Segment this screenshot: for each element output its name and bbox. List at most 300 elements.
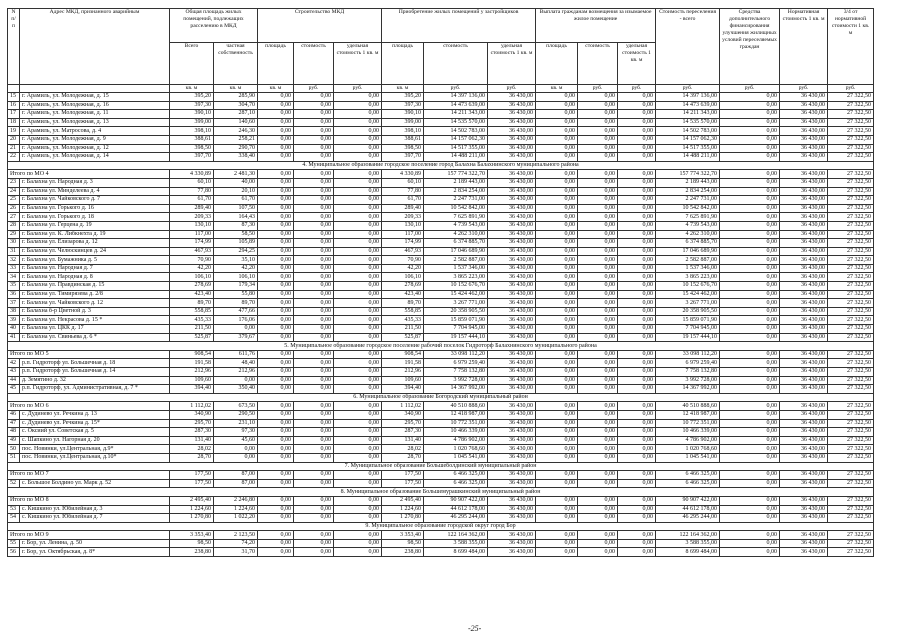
cell-b-area: 0,00 [258, 264, 294, 273]
cell-b-unit: 0,00 [334, 118, 382, 127]
cell-a-cost: 14 397 136,00 [424, 93, 488, 102]
cell-total: 340,90 [170, 410, 214, 419]
cell-b-cost: 0,00 [294, 273, 334, 282]
cell-b-cost: 0,00 [294, 247, 334, 256]
cell-a-unit: 36 430,00 [488, 471, 536, 480]
address-cell: г. Бор, ул. Ленина, д. 50 [20, 539, 170, 548]
cell-p-area: 0,00 [536, 419, 578, 428]
cell-private: 673,50 [214, 402, 258, 411]
cell-p-cost: 0,00 [578, 204, 618, 213]
cell-b-cost: 0,00 [294, 187, 334, 196]
cell-norm: 36 430,00 [780, 350, 828, 359]
cell-extra: 0,00 [720, 230, 780, 239]
cell-a-unit: 36 430,00 [488, 247, 536, 256]
cell-tq: 27 322,50 [828, 230, 874, 239]
cell-b-area: 0,00 [258, 471, 294, 480]
cell-p-unit: 0,00 [618, 239, 656, 248]
cell-b-cost: 0,00 [294, 213, 334, 222]
cell-tq: 27 322,50 [828, 264, 874, 273]
cell-b-unit: 0,00 [334, 419, 382, 428]
cell-p-area: 0,00 [536, 479, 578, 488]
cell-a-unit: 36 430,00 [488, 402, 536, 411]
address-cell: г. Балахна ул. Минделеева д. 4 [20, 187, 170, 196]
cell-b-unit: 0,00 [334, 453, 382, 462]
cell-a-cost: 14 535 570,00 [424, 118, 488, 127]
resettlement-table [7, 8, 874, 557]
cell-b-cost: 0,00 [294, 204, 334, 213]
cell-p-unit: 0,00 [618, 93, 656, 102]
unit-label: руб. [780, 85, 828, 93]
cell-p-unit: 0,00 [618, 170, 656, 179]
cell-a-unit: 36 430,00 [488, 514, 536, 523]
address-cell: с. Дудинево ул. Речкина д. 13 [20, 410, 170, 419]
cell-b-unit: 0,00 [334, 101, 382, 110]
cell-reloc: 4 786 902,00 [656, 436, 720, 445]
cell-reloc: 4 262 310,00 [656, 230, 720, 239]
table-body [8, 93, 874, 557]
address-cell: г. Арамиль, ул. Молодежная, д. 13 [20, 118, 170, 127]
row-number: 50 [8, 445, 20, 454]
cell-b-unit: 0,00 [334, 187, 382, 196]
section-heading-row [8, 462, 874, 471]
cell-a-area: 89,70 [382, 299, 424, 308]
cell-b-area: 0,00 [258, 419, 294, 428]
cell-b-cost: 0,00 [294, 496, 334, 505]
cell-total: 109,60 [170, 376, 214, 385]
cell-b-cost: 0,00 [294, 428, 334, 437]
row-number: 23 [8, 178, 20, 187]
cell-extra: 0,00 [720, 101, 780, 110]
cell-total: 106,10 [170, 273, 214, 282]
cell-total: 398,50 [170, 144, 214, 153]
table-row [8, 264, 874, 273]
cell-private: 231,10 [214, 419, 258, 428]
cell-reloc: 8 699 484,00 [656, 548, 720, 557]
cell-extra: 0,00 [720, 221, 780, 230]
address-cell: с. Шапкино ул. Нагорная д. 20 [20, 436, 170, 445]
cell-p-cost: 0,00 [578, 170, 618, 179]
cell-p-area: 0,00 [536, 213, 578, 222]
table-row [8, 196, 874, 205]
section-heading-row [8, 522, 874, 531]
cell-private: 45,60 [214, 436, 258, 445]
cell-reloc: 2 834 254,00 [656, 187, 720, 196]
cell-total: 1 224,60 [170, 505, 214, 514]
cell-norm: 36 430,00 [780, 110, 828, 119]
cell-a-unit: 36 430,00 [488, 221, 536, 230]
cell-a-area: 109,60 [382, 376, 424, 385]
cell-norm: 36 430,00 [780, 471, 828, 480]
cell-b-unit: 0,00 [334, 282, 382, 291]
address-cell: р.п. Гидроторф, ул. Административная, д. 7 * [20, 385, 170, 394]
cell-tq: 27 322,50 [828, 548, 874, 557]
cell-a-area: 1 224,60 [382, 505, 424, 514]
address-cell: с. Оксиий ул. Советская д. 5 [20, 428, 170, 437]
cell-b-area: 0,00 [258, 359, 294, 368]
cell-p-unit: 0,00 [618, 273, 656, 282]
cell-private: 89,70 [214, 299, 258, 308]
row-number: 20 [8, 135, 20, 144]
cell-reloc: 7 758 132,80 [656, 368, 720, 377]
cell-private: 212,96 [214, 368, 258, 377]
subtotal-label: Итого по МО 8 [8, 496, 170, 505]
cell-p-cost: 0,00 [578, 239, 618, 248]
cell-total: 394,40 [170, 385, 214, 394]
address-cell: г. Балахна ул. Бумажника д. 5 [20, 256, 170, 265]
cell-b-unit: 0,00 [334, 290, 382, 299]
cell-a-cost: 33 098 112,20 [424, 350, 488, 359]
header-acquire-unit: удельная стоимость 1 кв. м [488, 43, 536, 85]
row-number: 56 [8, 548, 20, 557]
cell-norm: 36 430,00 [780, 436, 828, 445]
cell-b-unit: 0,00 [334, 402, 382, 411]
cell-a-cost: 90 907 422,00 [424, 496, 488, 505]
cell-private: 105,89 [214, 239, 258, 248]
cell-p-unit: 0,00 [618, 325, 656, 334]
cell-total: 278,69 [170, 282, 214, 291]
table-row [8, 230, 874, 239]
address-cell: с. Кишкино ул. Юбилейная д. 7 [20, 514, 170, 523]
cell-total: 130,10 [170, 221, 214, 230]
cell-a-area: 1 270,80 [382, 514, 424, 523]
cell-p-cost: 0,00 [578, 127, 618, 136]
table-row [8, 239, 874, 248]
header-n: N п/п [8, 9, 20, 85]
cell-a-cost: 2 247 731,00 [424, 196, 488, 205]
section-heading: 6. Муниципальное образование Богородский муниципальный район [8, 393, 874, 402]
cell-a-cost: 4 739 543,00 [424, 221, 488, 230]
cell-p-unit: 0,00 [618, 385, 656, 394]
address-cell: г. Арамиль, ул. Молодежная, д. 15 [20, 93, 170, 102]
cell-p-unit: 0,00 [618, 539, 656, 548]
cell-p-area: 0,00 [536, 548, 578, 557]
cell-extra: 0,00 [720, 110, 780, 119]
unit-label: руб. [424, 85, 488, 93]
cell-tq: 27 322,50 [828, 282, 874, 291]
cell-p-cost: 0,00 [578, 471, 618, 480]
cell-b-cost: 0,00 [294, 196, 334, 205]
cell-b-area: 0,00 [258, 144, 294, 153]
cell-tq: 27 322,50 [828, 170, 874, 179]
cell-extra: 0,00 [720, 264, 780, 273]
unit-label: руб. [720, 85, 780, 93]
cell-p-unit: 0,00 [618, 196, 656, 205]
cell-b-cost: 0,00 [294, 170, 334, 179]
cell-norm: 36 430,00 [780, 496, 828, 505]
cell-reloc: 157 774 322,70 [656, 170, 720, 179]
cell-b-cost: 0,00 [294, 282, 334, 291]
cell-a-cost: 14 157 062,30 [424, 135, 488, 144]
cell-tq: 27 322,50 [828, 436, 874, 445]
cell-b-cost: 0,00 [294, 514, 334, 523]
cell-private: 176,06 [214, 316, 258, 325]
section-heading: 5. Муниципальное образование городское поселение рабочий поселок Гидроторф Балахнинского муниципального района [8, 342, 874, 351]
cell-p-cost: 0,00 [578, 196, 618, 205]
cell-reloc: 40 510 888,60 [656, 402, 720, 411]
cell-private: 40,00 [214, 178, 258, 187]
cell-a-area: 177,50 [382, 471, 424, 480]
cell-b-area: 0,00 [258, 333, 294, 342]
cell-tq: 27 322,50 [828, 196, 874, 205]
cell-a-cost: 8 699 484,00 [424, 548, 488, 557]
cell-extra: 0,00 [720, 539, 780, 548]
cell-p-area: 0,00 [536, 282, 578, 291]
cell-p-area: 0,00 [536, 204, 578, 213]
cell-b-cost: 0,00 [294, 230, 334, 239]
cell-b-unit: 0,00 [334, 135, 382, 144]
cell-p-area: 0,00 [536, 101, 578, 110]
cell-private: 0,00 [214, 445, 258, 454]
cell-a-unit: 36 430,00 [488, 290, 536, 299]
cell-tq: 27 322,50 [828, 368, 874, 377]
cell-a-unit: 36 430,00 [488, 101, 536, 110]
cell-b-cost: 0,00 [294, 359, 334, 368]
cell-b-cost: 0,00 [294, 402, 334, 411]
table-row [8, 376, 874, 385]
cell-b-area: 0,00 [258, 316, 294, 325]
row-number: 16 [8, 101, 20, 110]
cell-extra: 0,00 [720, 548, 780, 557]
header-build-group: Строительство МКД [258, 9, 382, 43]
cell-b-unit: 0,00 [334, 273, 382, 282]
table-row [8, 93, 874, 102]
cell-reloc: 10 466 339,00 [656, 428, 720, 437]
cell-p-cost: 0,00 [578, 359, 618, 368]
table-header [8, 9, 874, 93]
address-cell: д. Земятино д. 32 [20, 376, 170, 385]
cell-private: 2 481,30 [214, 170, 258, 179]
cell-tq: 27 322,50 [828, 376, 874, 385]
header-build-unit: удельная стоимость 1 кв. м [334, 43, 382, 85]
cell-a-unit: 36 430,00 [488, 376, 536, 385]
address-cell: с. Дудинево ул. Речкина д. 15* [20, 419, 170, 428]
cell-reloc: 14 367 992,00 [656, 385, 720, 394]
address-cell: г. Балахна ул. ЦКК д. 17 [20, 325, 170, 334]
cell-a-cost: 7 625 891,90 [424, 213, 488, 222]
cell-tq: 27 322,50 [828, 402, 874, 411]
cell-a-unit: 36 430,00 [488, 350, 536, 359]
cell-a-unit: 36 430,00 [488, 548, 536, 557]
cell-norm: 36 430,00 [780, 127, 828, 136]
cell-p-cost: 0,00 [578, 376, 618, 385]
cell-a-unit: 36 430,00 [488, 539, 536, 548]
subtotal-label: Итого по МО 5 [8, 350, 170, 359]
cell-p-cost: 0,00 [578, 101, 618, 110]
cell-b-area: 0,00 [258, 479, 294, 488]
cell-reloc: 6 466 325,00 [656, 471, 720, 480]
cell-extra: 0,00 [720, 479, 780, 488]
cell-private: 164,43 [214, 213, 258, 222]
cell-a-unit: 36 430,00 [488, 93, 536, 102]
cell-p-area: 0,00 [536, 325, 578, 334]
cell-b-area: 0,00 [258, 273, 294, 282]
cell-extra: 0,00 [720, 531, 780, 540]
cell-a-cost: 46 295 244,00 [424, 514, 488, 523]
cell-b-area: 0,00 [258, 230, 294, 239]
cell-b-unit: 0,00 [334, 471, 382, 480]
cell-b-cost: 0,00 [294, 153, 334, 162]
cell-extra: 0,00 [720, 290, 780, 299]
table-row [8, 187, 874, 196]
cell-b-area: 0,00 [258, 290, 294, 299]
cell-total: 212,96 [170, 368, 214, 377]
cell-a-area: 61,70 [382, 196, 424, 205]
table-row [8, 153, 874, 162]
cell-reloc: 3 588 355,00 [656, 539, 720, 548]
cell-reloc: 46 295 244,00 [656, 514, 720, 523]
cell-norm: 36 430,00 [780, 118, 828, 127]
cell-extra: 0,00 [720, 376, 780, 385]
cell-b-area: 0,00 [258, 514, 294, 523]
address-cell: г. Балахна ул. Народная д. 3 [20, 178, 170, 187]
cell-norm: 36 430,00 [780, 178, 828, 187]
cell-b-area: 0,00 [258, 213, 294, 222]
cell-p-area: 0,00 [536, 402, 578, 411]
cell-b-area: 0,00 [258, 127, 294, 136]
cell-p-area: 0,00 [536, 221, 578, 230]
cell-b-cost: 0,00 [294, 453, 334, 462]
cell-p-area: 0,00 [536, 239, 578, 248]
subtotal-label: Итого по МО 4 [8, 170, 170, 179]
cell-a-cost: 14 502 783,00 [424, 127, 488, 136]
cell-p-cost: 0,00 [578, 419, 618, 428]
subtotal-row [8, 402, 874, 411]
cell-a-unit: 36 430,00 [488, 333, 536, 342]
cell-p-unit: 0,00 [618, 479, 656, 488]
table-row [8, 479, 874, 488]
cell-total: 117,00 [170, 230, 214, 239]
cell-a-cost: 10 152 676,70 [424, 282, 488, 291]
cell-extra: 0,00 [720, 471, 780, 480]
section-heading: 9. Муниципальное образование городской округ город Бор [8, 522, 874, 531]
cell-norm: 36 430,00 [780, 230, 828, 239]
cell-b-cost: 0,00 [294, 385, 334, 394]
cell-b-unit: 0,00 [334, 196, 382, 205]
cell-b-area: 0,00 [258, 178, 294, 187]
cell-a-unit: 36 430,00 [488, 453, 536, 462]
table-row [8, 127, 874, 136]
cell-p-area: 0,00 [536, 256, 578, 265]
cell-b-unit: 0,00 [334, 299, 382, 308]
row-number: 52 [8, 479, 20, 488]
cell-p-unit: 0,00 [618, 118, 656, 127]
cell-tq: 27 322,50 [828, 101, 874, 110]
cell-b-cost: 0,00 [294, 316, 334, 325]
cell-p-cost: 0,00 [578, 531, 618, 540]
cell-a-cost: 15 424 462,00 [424, 290, 488, 299]
cell-private: 74,20 [214, 539, 258, 548]
cell-total: 174,99 [170, 239, 214, 248]
cell-tq: 27 322,50 [828, 471, 874, 480]
cell-p-area: 0,00 [536, 505, 578, 514]
cell-p-unit: 0,00 [618, 204, 656, 213]
cell-b-unit: 0,00 [334, 178, 382, 187]
cell-a-area: 70,90 [382, 256, 424, 265]
cell-extra: 0,00 [720, 445, 780, 454]
cell-b-unit: 0,00 [334, 376, 382, 385]
cell-reloc: 10 152 676,70 [656, 282, 720, 291]
cell-p-cost: 0,00 [578, 410, 618, 419]
cell-total: 98,50 [170, 539, 214, 548]
cell-a-area: 390,10 [382, 110, 424, 119]
cell-p-area: 0,00 [536, 428, 578, 437]
cell-p-area: 0,00 [536, 531, 578, 540]
cell-a-area: 77,80 [382, 187, 424, 196]
cell-tq: 27 322,50 [828, 479, 874, 488]
cell-reloc: 15 424 462,00 [656, 290, 720, 299]
cell-p-unit: 0,00 [618, 110, 656, 119]
cell-p-unit: 0,00 [618, 153, 656, 162]
cell-total: 42,20 [170, 264, 214, 273]
cell-a-unit: 36 430,00 [488, 496, 536, 505]
row-number: 51 [8, 453, 20, 462]
cell-tq: 27 322,50 [828, 187, 874, 196]
cell-a-area: 1 112,02 [382, 402, 424, 411]
cell-private: 87,30 [214, 221, 258, 230]
subtotal-label: Итого по МО 6 [8, 402, 170, 411]
cell-norm: 36 430,00 [780, 282, 828, 291]
address-cell: г. Балахна ул. Тимирязева д. 2/8 [20, 290, 170, 299]
header-pay-unit: удельная стоимость 1 кв. м [618, 43, 656, 85]
cell-norm: 36 430,00 [780, 273, 828, 282]
table-row [8, 282, 874, 291]
table-row [8, 419, 874, 428]
table-row [8, 110, 874, 119]
cell-private: 0,00 [214, 376, 258, 385]
table-row [8, 144, 874, 153]
address-cell: г. Арамиль, ул. Молодежная, д. 12 [20, 144, 170, 153]
cell-p-area: 0,00 [536, 153, 578, 162]
cell-b-area: 0,00 [258, 376, 294, 385]
cell-a-cost: 3 267 771,00 [424, 299, 488, 308]
cell-total: 61,70 [170, 196, 214, 205]
cell-b-cost: 0,00 [294, 127, 334, 136]
cell-a-area: 28,70 [382, 453, 424, 462]
cell-norm: 36 430,00 [780, 299, 828, 308]
cell-total: 435,33 [170, 316, 214, 325]
cell-norm: 36 430,00 [780, 368, 828, 377]
row-number: 55 [8, 539, 20, 548]
row-number: 45 [8, 385, 20, 394]
cell-b-cost: 0,00 [294, 101, 334, 110]
cell-p-unit: 0,00 [618, 419, 656, 428]
cell-a-cost: 10 466 339,00 [424, 428, 488, 437]
cell-private: 1 224,60 [214, 505, 258, 514]
cell-tq: 27 322,50 [828, 221, 874, 230]
cell-b-area: 0,00 [258, 350, 294, 359]
cell-private: 290,70 [214, 144, 258, 153]
cell-p-area: 0,00 [536, 118, 578, 127]
cell-p-cost: 0,00 [578, 505, 618, 514]
cell-a-unit: 36 430,00 [488, 385, 536, 394]
header-build-cost: стоимость [294, 43, 334, 85]
cell-b-cost: 0,00 [294, 539, 334, 548]
cell-reloc: 6 466 325,00 [656, 479, 720, 488]
cell-private: 106,10 [214, 273, 258, 282]
table-row [8, 410, 874, 419]
cell-norm: 36 430,00 [780, 333, 828, 342]
address-cell: г. Балахна ул. Некрасова д. 15 * [20, 316, 170, 325]
cell-tq: 27 322,50 [828, 299, 874, 308]
cell-a-cost: 14 367 992,00 [424, 385, 488, 394]
table-row [8, 299, 874, 308]
cell-private: 0,00 [214, 325, 258, 334]
cell-p-unit: 0,00 [618, 436, 656, 445]
table-row [8, 273, 874, 282]
table-row [8, 445, 874, 454]
cell-tq: 27 322,50 [828, 419, 874, 428]
header-private: частная собственность [214, 43, 258, 85]
